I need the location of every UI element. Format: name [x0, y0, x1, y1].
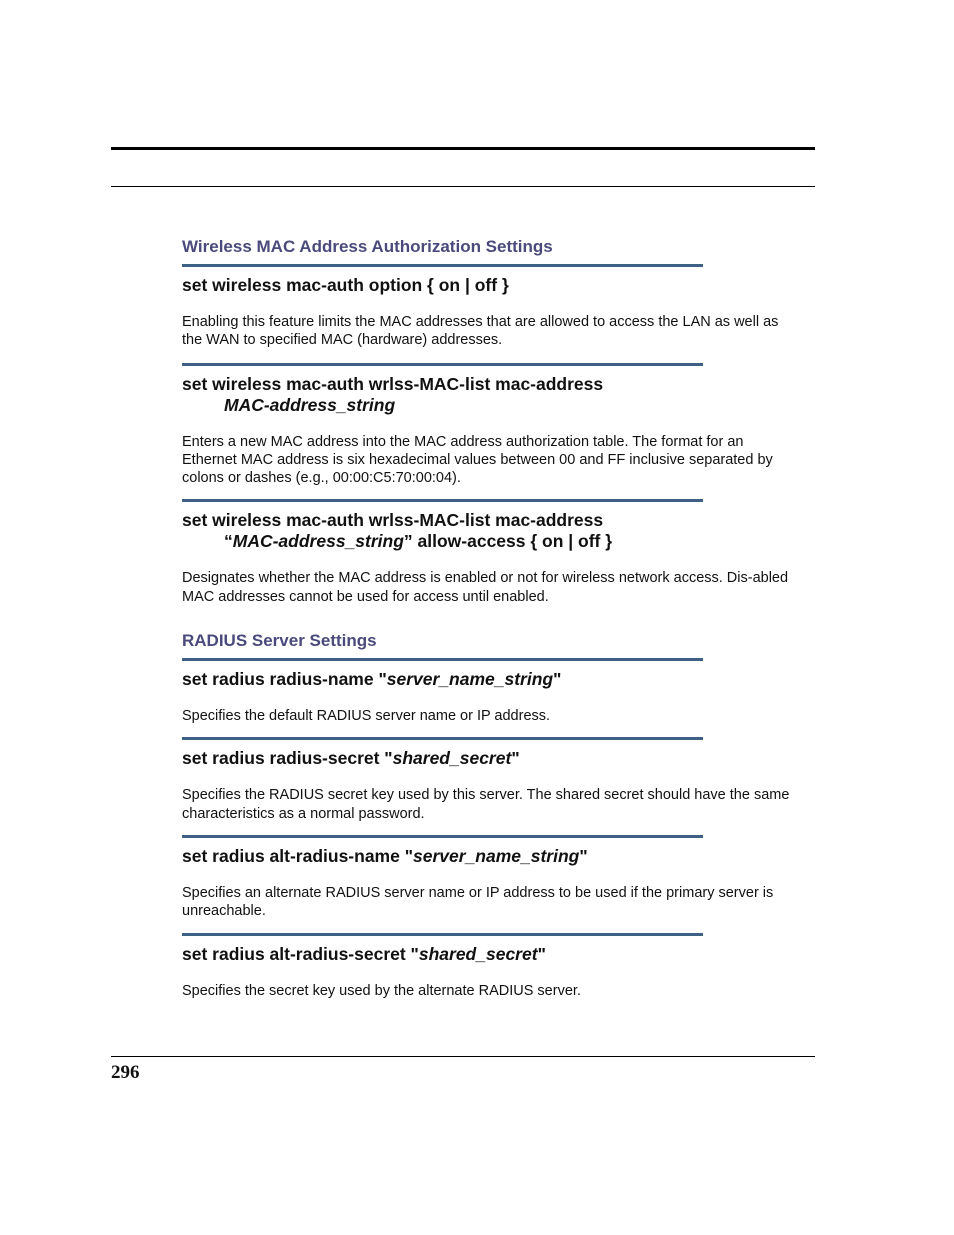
command-block [182, 363, 802, 488]
command-block [182, 737, 802, 823]
command-block [182, 658, 802, 725]
command-param: shared_secret [392, 748, 512, 769]
command-heading: set radius radius-secret "shared_secret" [182, 748, 520, 769]
command-description: Specifies the secret key used by the alternate RADIUS server. [182, 982, 581, 999]
command-description: Enabling this feature limits the MAC addresses that are allowed to access the LAN as well as the WAN to specified MAC (hardware) addresses. [182, 314, 779, 349]
command-block [182, 933, 802, 1000]
command-heading: set wireless mac-auth wrlss-MAC-list mac-address MAC-address_string [182, 373, 604, 415]
command-divider [182, 264, 703, 267]
command-heading: set wireless mac-auth option { on | off } [182, 275, 509, 295]
command-divider [182, 499, 703, 502]
header-rule-thick [111, 147, 815, 150]
command-description: Enters a new MAC address into the MAC address authorization table. The format for an Ethernet MAC address is six hexadecimal values between 00 and FF inclusive separated by colons or dashes (e.g., 00:00:C5:70:00:04). [182, 433, 773, 487]
section-title-radius: RADIUS Server Settings [182, 631, 377, 651]
command-block [182, 499, 802, 606]
command-heading: set radius alt-radius-secret "shared_secret" [182, 943, 546, 964]
command-divider [182, 737, 703, 740]
footer-rule [111, 1056, 815, 1057]
command-param: MAC-address_string [232, 531, 404, 552]
command-divider [182, 363, 703, 366]
header-rule-thin [111, 186, 815, 187]
command-description: Specifies an alternate RADIUS server name or IP address to be used if the primary server is unreachable. [182, 884, 774, 920]
page-number: 296 [111, 1062, 140, 1083]
command-param: server_name_string [386, 669, 554, 690]
command-param: MAC-address_string [224, 394, 396, 415]
page-content [182, 236, 802, 1000]
command-param: server_name_string [413, 845, 580, 866]
command-divider [182, 658, 703, 661]
command-divider [182, 835, 703, 838]
command-divider [182, 933, 703, 936]
command-description: Specifies the RADIUS secret key used by this server. The shared secret should have the same characteristics as a normal password. [182, 787, 790, 822]
command-heading: set radius alt-radius-name "server_name_string" [182, 845, 588, 866]
section-title-mac-auth: Wireless MAC Address Authorization Settings [182, 237, 553, 256]
command-block [182, 264, 802, 350]
command-description: Designates whether the MAC address is enabled or not for wireless network access. Dis-abled MAC addresses cannot be used for access until enabled. [182, 570, 789, 605]
command-heading: set radius radius-name "server_name_string" [182, 669, 562, 690]
command-param: shared_secret [418, 943, 538, 964]
command-block [182, 835, 802, 921]
command-description: Specifies the default RADIUS server name or IP address. [182, 708, 551, 725]
command-heading: set wireless mac-auth wrlss-MAC-list mac-address “MAC-address_string” allow-access { on | off } [182, 510, 613, 552]
